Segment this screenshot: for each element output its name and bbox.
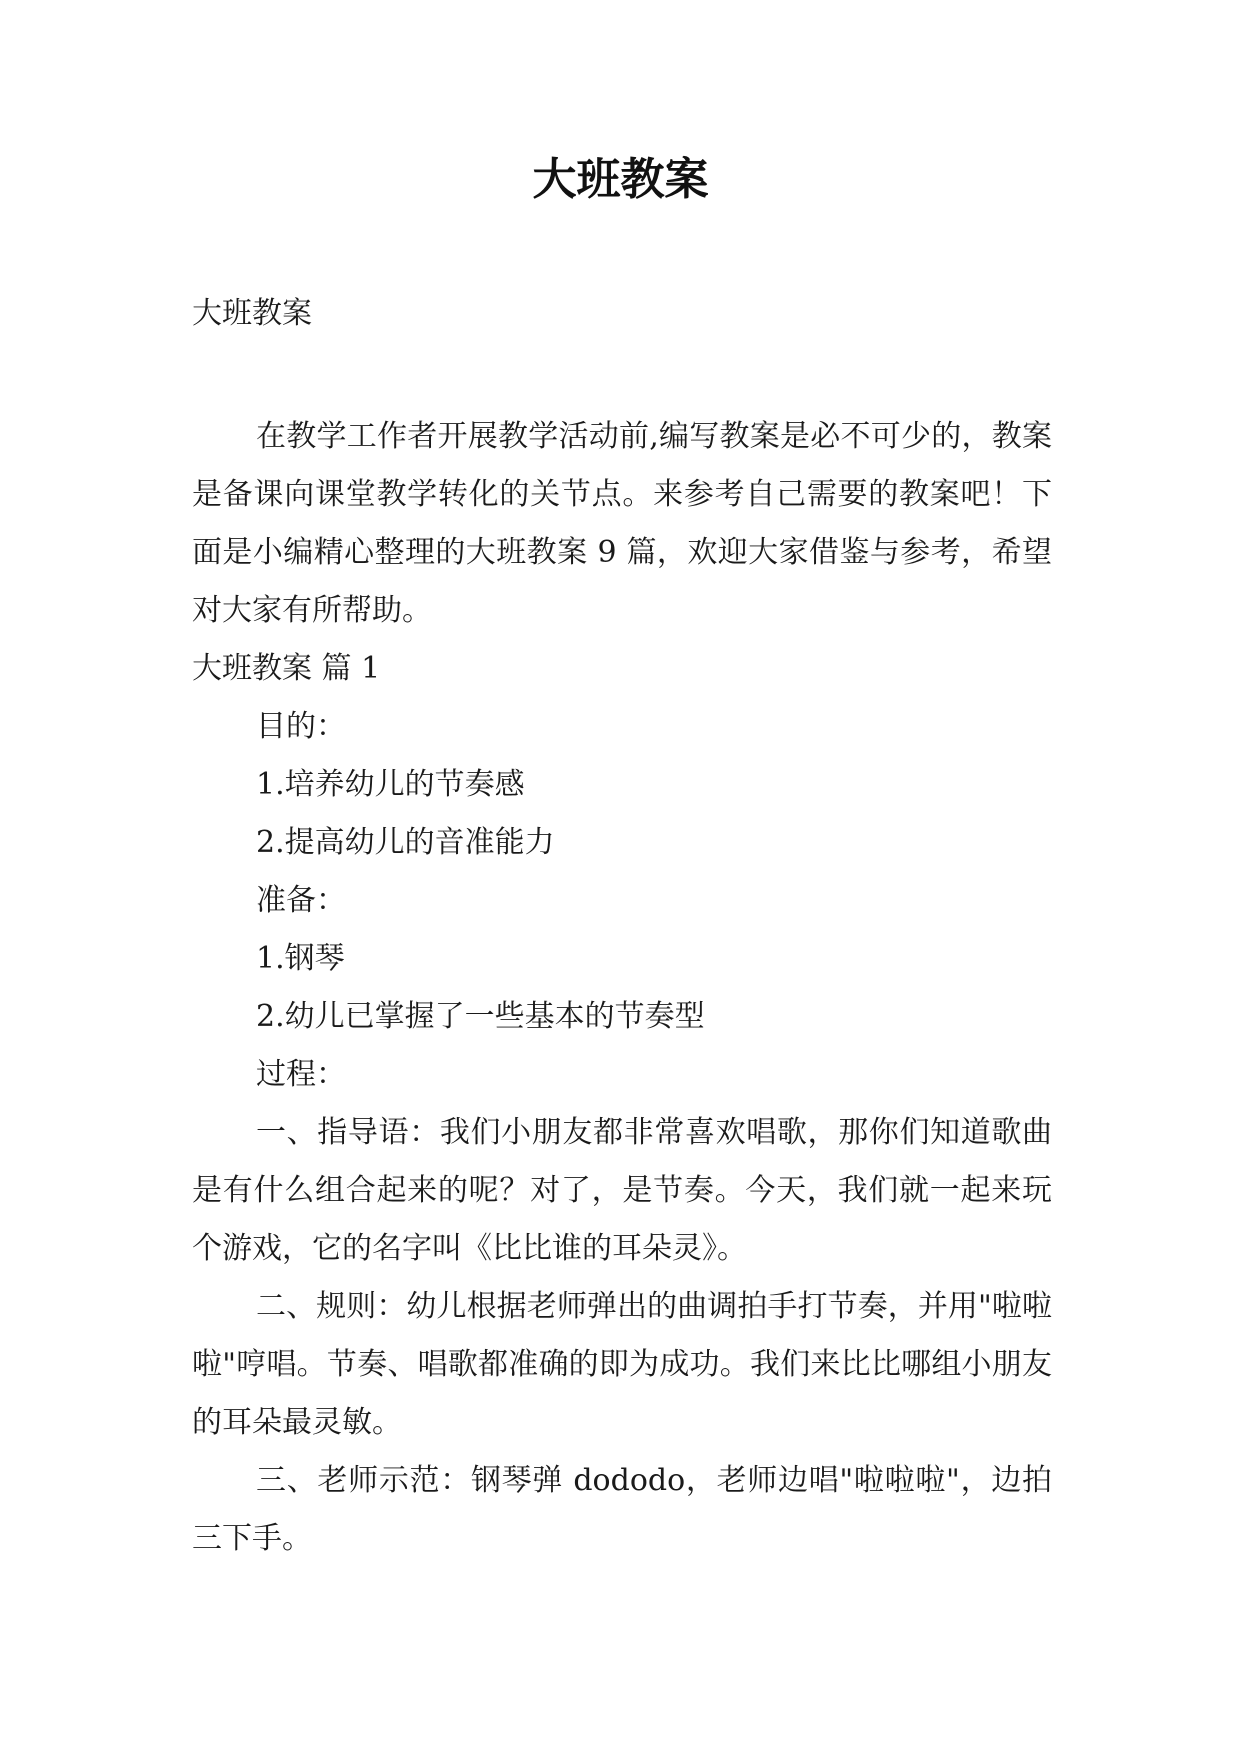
process-step-3: 三、老师示范：钢琴弹 dododo，老师边唱"啦啦啦"，边拍三下手。	[192, 1463, 1052, 1556]
preparation-label: 准备：	[256, 883, 346, 918]
section-heading: 大班教案 篇 1	[192, 651, 381, 686]
goal-label: 目的：	[256, 709, 346, 744]
document-body	[192, 408, 1052, 1568]
preparation-item: 1.钢琴	[256, 941, 345, 976]
process-label: 过程：	[256, 1057, 346, 1092]
document-subtitle: 大班教案	[192, 296, 312, 331]
process-step-2: 二、规则：幼儿根据老师弹出的曲调拍手打节奏，并用"啦啦啦"哼唱。节奏、唱歌都准确的即为成功。我们来比比哪组小朋友的耳朵最灵敏。	[192, 1289, 1052, 1440]
intro-paragraph: 在教学工作者开展教学活动前,编写教案是必不可少的，教案是备课向课堂教学转化的关节点。来参考自己需要的教案吧！下面是小编精心整理的大班教案 9 篇，欢迎大家借鉴与参考，希望对大家有所帮助。	[192, 419, 1052, 628]
preparation-item: 2.幼儿已掌握了一些基本的节奏型	[256, 999, 705, 1034]
document-title: 大班教案	[532, 154, 709, 205]
goal-item: 2.提高幼儿的音准能力	[256, 825, 555, 860]
goal-item: 1.培养幼儿的节奏感	[256, 767, 525, 802]
process-step-1: 一、指导语：我们小朋友都非常喜欢唱歌，那你们知道歌曲是有什么组合起来的呢？对了，是节奏。今天，我们就一起来玩个游戏，它的名字叫《比比谁的耳朵灵》。	[192, 1115, 1052, 1266]
